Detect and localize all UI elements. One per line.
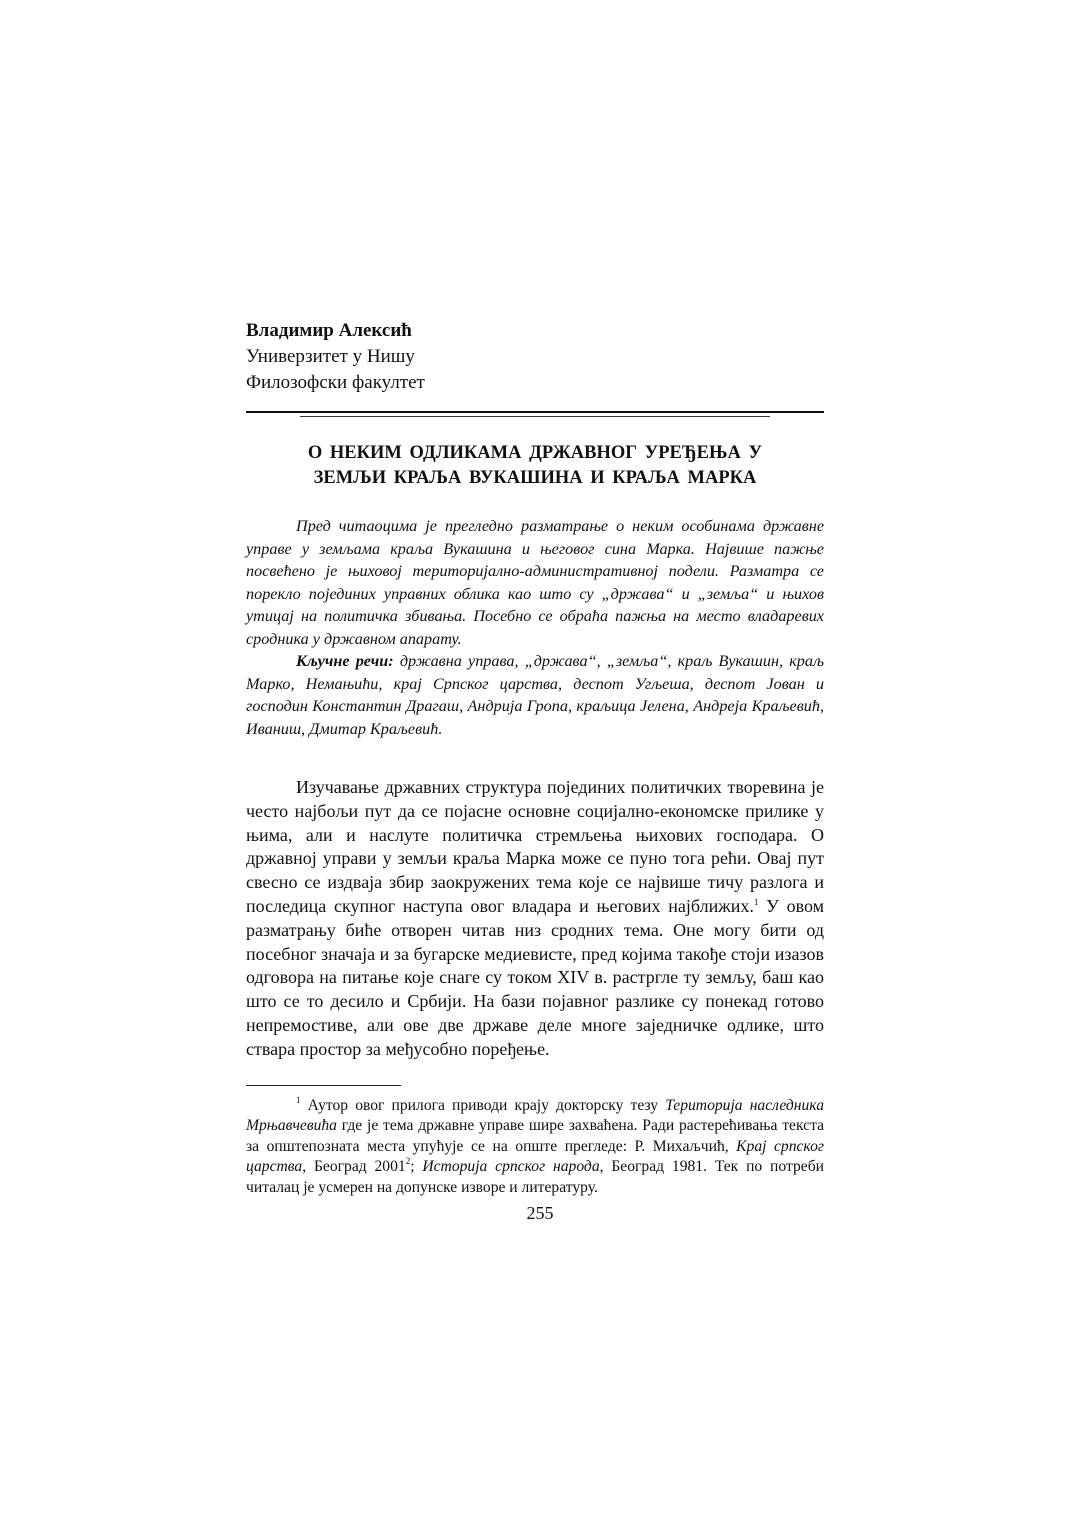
- keywords-list: државна управа, „држава“, „земља“, краљ Вукашин, краљ Марко, Немањићи, крај Српског царства, деспот Угљеша, деспот Јован и господин Константин Драгаш, Андрија Гропа, краљица Јелена, Андреја Краљевић, Иваниш, Дмитар Краљевић.: [246, 652, 824, 738]
- abstract: [246, 515, 824, 740]
- body-text: [246, 776, 824, 1062]
- body-text-part-1: Изучавање државних структура појединих политичких творевина је често најбољи пут да се појасне основне социјално-економске прилике у њима, али и наслуте политичка стремљења њихових господара. О државној управи у земљи краља Марка може се пуно тога рећи. Овај пут свесно се издваја збир заокружених тема које се највише тичу разлога и последица скупног наступа овог владара и његових најближих.: [246, 777, 824, 916]
- abstract-text: Пред читаоцима је прегледно разматрање о неким особинама државне управе у земљама краља Вукашина и његовог сина Марка. Највише пажње посвећено је њиховој територијално-административној подели. Разматра се порекло појединих управних облика као што су „држава“ и „земља“ и њихов утицај на политичка збивања. Посебно се обраћа пажња на место владаревих сродника у државном апарату.: [246, 517, 824, 648]
- body-paragraph: [246, 776, 824, 1062]
- paper-title: [246, 441, 824, 491]
- footnote-part-3: , Београд 2001: [302, 1158, 406, 1176]
- footnote-separator: [246, 1085, 401, 1086]
- keywords: [246, 650, 824, 740]
- author-name: Владимир Алексић: [246, 320, 412, 341]
- title-line-2: ЗЕМЉИ КРАЉА ВУКАШИНА И КРАЉА МАРКА: [313, 468, 757, 488]
- body-text-part-2: У овом разматрању биће отворен читав низ сродних тема. Оне могу бити од посебног значаја и за бугарске медиевисте, пред којима такође стоји изазов одговора на питање које снаге су током XIV в. растргле ту земљу, баш као што се то десило и Србији. На бази појавног разлике су понекад готово непремостиве, али ове две државе деле многе заједничке одлике, што ствара простор за међусобно поређење.: [246, 895, 824, 1059]
- footnote-part-4: ;: [410, 1158, 423, 1176]
- footnote-part-5: , Београд 1981. Тек по потреби читалац је усмерен на допунске изворе и литературу.: [246, 1158, 824, 1196]
- footnote-italic-thesis: Територија наследника Мрњавчевића: [246, 1096, 824, 1135]
- keywords-label: Кључне речи:: [296, 652, 394, 670]
- paper-page: [246, 318, 824, 1198]
- title-line-1: О НЕКИМ ОДЛИКАМА ДРЖАВНОГ УРЕЂЕЊА У: [307, 443, 763, 463]
- affiliation-university: Универзитет у Нишу: [246, 346, 415, 367]
- author-block: [246, 318, 824, 396]
- footnote-part-2: где је тема државне управе шире захваћена. Ради растерећивања текста за општепозната места упућује се на опште прегледе: Р. Михаљчић,: [246, 1117, 824, 1155]
- footnote-text: [246, 1096, 824, 1199]
- affiliation-faculty: Филозофски факултет: [246, 372, 425, 393]
- footnote-marker: 1: [296, 1094, 301, 1105]
- footnote: [246, 1096, 824, 1199]
- footnote-edition-sup: 2: [405, 1156, 411, 1167]
- footnote-reference: 1: [753, 896, 759, 907]
- header-rule-thin: [300, 416, 770, 417]
- footnote-part-1: Аутор овог прилога приводи крају докторску тезу: [300, 1096, 666, 1114]
- footnote-italic-book-2: Историја српског народа: [422, 1158, 600, 1176]
- header-rule-thick: [246, 411, 824, 413]
- footnote-italic-book-1: Крај српског царства: [246, 1137, 824, 1176]
- page-number: 255: [526, 1203, 554, 1223]
